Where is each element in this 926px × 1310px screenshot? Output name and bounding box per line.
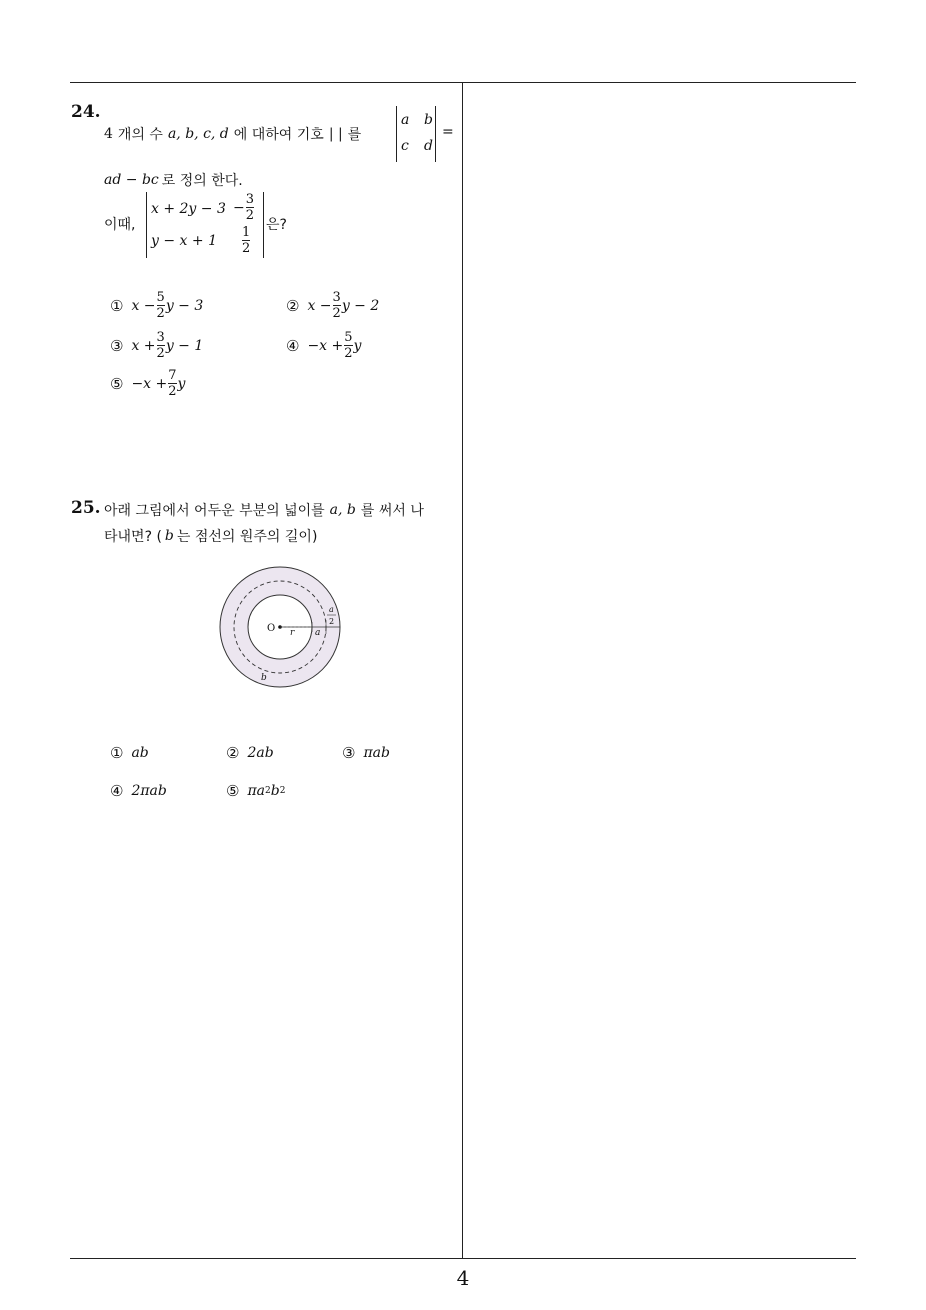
q24-option-1[interactable] — [110, 290, 203, 321]
option-expression: πab — [363, 745, 390, 761]
m12-fraction — [246, 192, 254, 223]
expr-part1: πa — [247, 783, 266, 799]
q25-text-b: 를 써서 나 — [360, 503, 424, 519]
option-expression — [131, 330, 203, 361]
q25-option-5[interactable] — [226, 782, 285, 800]
option-expression — [307, 330, 361, 361]
option-mark: ② — [226, 744, 240, 762]
q25-option-3[interactable] — [342, 744, 390, 762]
option-mark: ⑤ — [226, 782, 240, 800]
m11: x + 2y − 3 — [151, 201, 226, 217]
q25-vars: a, b — [329, 502, 356, 518]
page-number: 4 — [456, 1266, 470, 1290]
q24-line1 — [104, 124, 361, 144]
q24-question-determinant — [146, 192, 264, 258]
option-expression — [307, 290, 379, 321]
det-b: b — [424, 112, 433, 128]
fraction-den: 2 — [332, 306, 341, 321]
q25-text-c: 타내면? ( — [104, 529, 162, 545]
option-pre: −x + — [307, 337, 344, 354]
det-c: c — [401, 138, 409, 154]
option-expression — [131, 290, 203, 321]
fraction-den: 2 — [168, 384, 177, 399]
bottom-rule — [70, 1258, 856, 1259]
q24-text-c: 를 — [347, 127, 362, 143]
m22-fraction — [242, 225, 250, 256]
m22-den: 2 — [242, 241, 251, 256]
option-mark: ① — [110, 296, 124, 315]
q25-line1 — [104, 500, 424, 520]
option-mark: ④ — [286, 336, 300, 355]
option-mark: ② — [286, 296, 300, 315]
q25-text-a: 아래 그림에서 어두운 부분의 넓이를 — [104, 503, 325, 519]
question-24-number: 24. — [71, 102, 101, 122]
q24-vars: a, b, c, d — [167, 126, 229, 142]
option-mark: ③ — [342, 744, 356, 762]
option-mark: ① — [110, 744, 124, 762]
fraction-num: 5 — [344, 330, 353, 345]
option-post: y − 3 — [165, 297, 204, 314]
option-fraction — [344, 330, 352, 361]
expr-sup1: 2 — [265, 786, 271, 796]
q24-suffix: 은? — [266, 217, 287, 233]
q24-text-a: 개의 수 — [117, 127, 163, 143]
fraction-den: 2 — [156, 346, 165, 361]
q24-option-3[interactable] — [110, 330, 203, 361]
option-fraction — [157, 330, 165, 361]
q24-bracket-symbol: | | — [328, 126, 343, 142]
option-expression: ab — [131, 745, 149, 761]
fraction-den: 2 — [156, 306, 165, 321]
half-label-num: a — [329, 605, 334, 614]
option-expression — [131, 368, 185, 399]
option-post: y — [353, 337, 362, 354]
a-label: a — [315, 628, 321, 638]
expr-sup2: 2 — [279, 786, 286, 796]
option-pre: x − — [307, 297, 332, 314]
column-divider — [462, 82, 463, 1259]
option-mark: ⑤ — [110, 374, 124, 393]
option-mark: ④ — [110, 782, 124, 800]
m12-den: 2 — [245, 208, 255, 223]
option-expression — [247, 783, 285, 799]
q24-equals: = — [442, 124, 454, 140]
fraction-den: 2 — [344, 346, 353, 361]
m21: y − x + 1 — [151, 233, 217, 249]
option-fraction — [168, 368, 176, 399]
q25-option-2[interactable] — [226, 744, 274, 762]
annulus-figure — [212, 562, 352, 694]
option-fraction — [157, 290, 165, 321]
question-25-number: 25. — [71, 498, 101, 518]
q24-option-2[interactable] — [286, 290, 379, 321]
expr-part2: b — [270, 783, 280, 799]
q24-option-5[interactable] — [110, 368, 185, 399]
q24-option-4[interactable] — [286, 330, 361, 361]
option-expression: 2ab — [247, 745, 274, 761]
q25-var-b: b — [164, 528, 174, 544]
option-expression: 2πab — [131, 783, 167, 799]
r-label: r — [290, 628, 295, 638]
m12 — [233, 192, 255, 223]
m22 — [241, 225, 251, 256]
q25-text-d: 는 점선의 원주의 길이) — [176, 529, 318, 545]
option-fraction — [333, 290, 341, 321]
center-label: O — [267, 623, 276, 634]
m12-num: 3 — [245, 192, 255, 207]
q24-ad-bc: ad − bc — [104, 172, 159, 188]
q24-line2 — [104, 170, 243, 190]
option-pre: −x + — [131, 375, 168, 392]
q25-option-4[interactable] — [110, 782, 167, 800]
fraction-num: 3 — [332, 290, 341, 305]
m12-sign: − — [233, 199, 245, 216]
q25-option-1[interactable] — [110, 744, 149, 762]
option-post: y − 1 — [165, 337, 204, 354]
option-pre: x − — [131, 297, 156, 314]
top-rule — [70, 82, 856, 83]
q25-line2 — [104, 526, 317, 546]
q24-count: 4 — [104, 126, 113, 142]
q24-definition-determinant — [396, 106, 436, 162]
half-label-den: 2 — [329, 617, 335, 626]
m22-num: 1 — [242, 225, 251, 240]
fraction-num: 5 — [156, 290, 165, 305]
fraction-num: 7 — [168, 368, 177, 383]
q24-line2-text: 로 정의 한다. — [161, 173, 243, 189]
q24-text-b: 에 대하여 기호 — [233, 127, 324, 143]
det-a: a — [401, 112, 410, 128]
option-pre: x + — [131, 337, 156, 354]
option-mark: ③ — [110, 336, 124, 355]
det-d: d — [424, 138, 433, 154]
q24-prefix: 이때, — [104, 217, 136, 233]
fraction-num: 3 — [156, 330, 165, 345]
option-post: y − 2 — [341, 297, 380, 314]
option-post: y — [177, 375, 186, 392]
b-label: b — [261, 673, 267, 683]
